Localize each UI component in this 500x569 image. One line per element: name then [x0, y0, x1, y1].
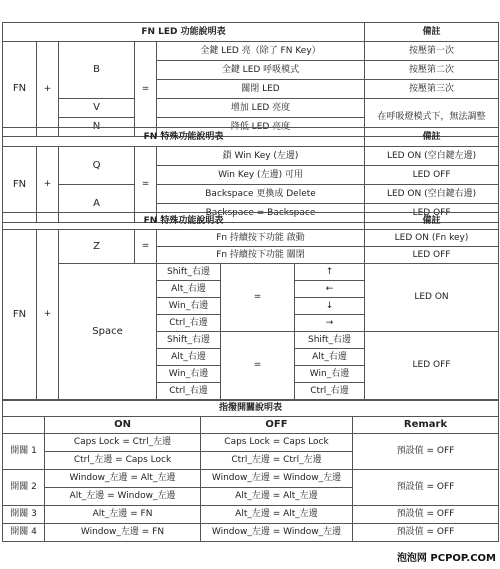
blank-header [3, 417, 45, 434]
switch-on-value: Ctrl_左邊 = Caps Lock [45, 452, 201, 470]
led-function: 增加 LED 亮度 [157, 99, 365, 118]
fn-led-title: FN LED 功能說明表 [3, 23, 365, 42]
remark-cell: 預設值 = OFF [353, 470, 499, 506]
dip-switch-table [2, 400, 499, 542]
site-watermark: 泡泡网 PCPOP.COM [396, 553, 496, 564]
dip-switch-title: 指撥開關說明表 [3, 401, 499, 417]
space-off-key: Ctrl_右邊 [157, 383, 221, 400]
fn-key: FN [3, 230, 37, 400]
switch-label: 開關 3 [3, 506, 45, 524]
space-on-key: Shift_右邊 [157, 264, 221, 281]
key-z: Z [59, 230, 135, 264]
equals-sign: = [135, 147, 157, 223]
switch-off-value: Alt_左邊 = Alt_左邊 [201, 506, 353, 524]
switch-on-value: Alt_左邊 = Window_左邊 [45, 488, 201, 506]
led-function: 全鍵 LED 亮（除了 FN Key） [157, 42, 365, 61]
plus-sign: + [37, 230, 59, 400]
arrow-right-icon: → [295, 315, 365, 332]
equals-sign: = [221, 264, 295, 332]
remark-cell: 預設值 = OFF [353, 524, 499, 542]
arrow-left-icon: ← [295, 281, 365, 298]
note-cell: 按壓第一次 [365, 42, 499, 61]
led-off-note: LED OFF [365, 332, 499, 400]
note-cell: LED ON (空白鍵左邊) [365, 147, 499, 166]
switch-off-value: Alt_左邊 = Alt_左邊 [201, 488, 353, 506]
z-function: Fn 持續按下功能 啟動 [157, 230, 365, 247]
note-cell: LED OFF [365, 204, 499, 223]
plus-sign: + [37, 42, 59, 137]
remark-cell: 預設值 = OFF [353, 434, 499, 470]
remark-cell: 預設值 = OFF [353, 506, 499, 524]
space-on-key: Alt_右邊 [157, 281, 221, 298]
remark-header: Remark [353, 417, 499, 434]
special-function: Win Key (左邊) 可用 [157, 166, 365, 185]
fn-led-table [2, 22, 499, 137]
equals-sign: = [135, 42, 157, 137]
arrow-up-icon: ↑ [295, 264, 365, 281]
off-header: OFF [201, 417, 353, 434]
space-off-result: Alt_右邊 [295, 349, 365, 366]
space-off-key: Alt_右邊 [157, 349, 221, 366]
fn-special-table-1 [2, 127, 499, 223]
switch-label: 開關 2 [3, 470, 45, 506]
switch-off-value: Window_左邊 = Window_左邊 [201, 470, 353, 488]
led-function: 降低 LED 亮度 [157, 118, 365, 137]
space-off-result: Shift_右邊 [295, 332, 365, 349]
equals-sign: = [135, 230, 157, 264]
space-on-key: Win_右邊 [157, 298, 221, 315]
switch-on-value: Window_左邊 = Alt_左邊 [45, 470, 201, 488]
switch-off-value: Caps Lock = Caps Lock [201, 434, 353, 452]
switch-off-value: Window_左邊 = Window_左邊 [201, 524, 353, 542]
led-on-note: LED ON [365, 264, 499, 332]
switch-on-value: Caps Lock = Ctrl_左邊 [45, 434, 201, 452]
fn-special-table-2 [2, 212, 499, 400]
key-a: A [59, 185, 135, 223]
note-cell: LED ON (空白鍵右邊) [365, 185, 499, 204]
key-space: Space [59, 264, 157, 400]
special-function: 鎖 Win Key (左邊) [157, 147, 365, 166]
led-function: 全鍵 LED 呼吸模式 [157, 61, 365, 80]
note-cell: LED OFF [365, 247, 499, 264]
key-b: B [59, 42, 135, 99]
fn-special-title: FN 特殊功能說明表 [3, 213, 365, 230]
switch-on-value: Window_左邊 = FN [45, 524, 201, 542]
space-on-key: Ctrl_右邊 [157, 315, 221, 332]
arrow-down-icon: ↓ [295, 298, 365, 315]
space-off-key: Win_右邊 [157, 366, 221, 383]
note-cell: 按壓第三次 [365, 80, 499, 99]
switch-label: 開關 1 [3, 434, 45, 470]
note-header: 備註 [365, 128, 499, 147]
key-n: N [59, 118, 135, 137]
space-off-result: Win_右邊 [295, 366, 365, 383]
space-off-result: Ctrl_右邊 [295, 383, 365, 400]
z-function: Fn 持續按下功能 關閉 [157, 247, 365, 264]
special-function: Backspace = Backspace [157, 204, 365, 223]
note-cell: LED ON (Fn key) [365, 230, 499, 247]
key-v: V [59, 99, 135, 118]
note-cell: 按壓第二次 [365, 61, 499, 80]
switch-on-value: Alt_左邊 = FN [45, 506, 201, 524]
special-function: Backspace 更換成 Delete [157, 185, 365, 204]
fn-special-title: FN 特殊功能說明表 [3, 128, 365, 147]
on-header: ON [45, 417, 201, 434]
equals-sign: = [221, 332, 295, 400]
fn-key: FN [3, 42, 37, 137]
key-q: Q [59, 147, 135, 185]
note-header: 備註 [365, 23, 499, 42]
led-function: 關閉 LED [157, 80, 365, 99]
space-off-key: Shift_右邊 [157, 332, 221, 349]
plus-sign: + [37, 147, 59, 223]
note-cell: LED OFF [365, 166, 499, 185]
note-cell: 在呼吸燈模式下，無法調整 [365, 99, 499, 137]
fn-key: FN [3, 147, 37, 223]
note-header: 備註 [365, 213, 499, 230]
switch-label: 開關 4 [3, 524, 45, 542]
switch-off-value: Ctrl_左邊 = Ctrl_左邊 [201, 452, 353, 470]
